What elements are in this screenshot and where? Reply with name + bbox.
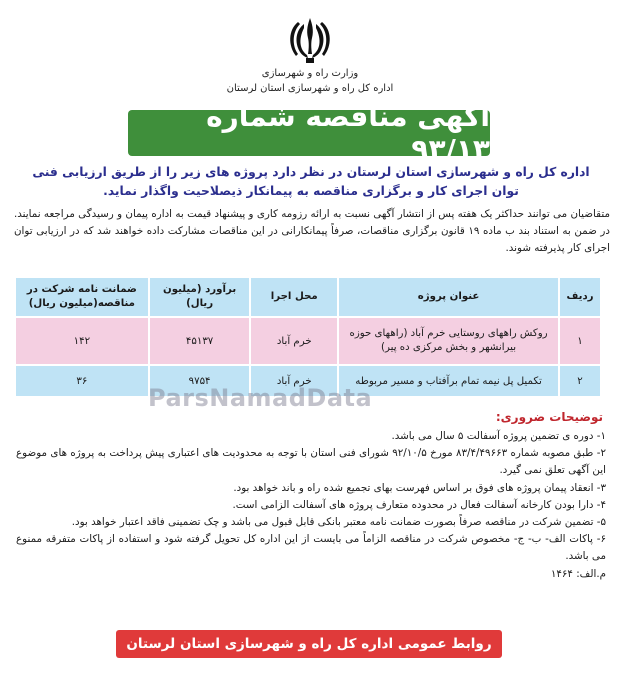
ministry-header	[180, 66, 440, 96]
cell-location: خرم آباد	[251, 366, 337, 396]
note-item: ۱- دوره ی تضمین پروژه آسفالت ۵ سال می باشد.	[391, 430, 606, 442]
tender-headline: اداره کل راه و شهرسازی استان لرستان در نظر دارد پروژه های زیر را از طریق ارزیابی فنی توان اجرای کار و برگزاری مناقصه به پیمانکار ذیصلاحیت واگذار نماید.	[32, 165, 590, 198]
publication-code: م.الف: ۱۴۶۴	[550, 567, 606, 580]
note-item: ۵- تضمین شرکت در مناقصه صرفاً بصورت ضمانت نامه معتبر بانکی قابل قبول می باشد و چک تضمینی فاقد اعتبار خواهد بود.	[71, 516, 606, 529]
notes-list	[16, 428, 606, 583]
footer-banner	[116, 630, 502, 658]
cell-project-title: تکمیل پل نیمه تمام برآفتاب و مسیر مربوطه	[339, 366, 558, 396]
notes-title: توضیحات ضروری:	[495, 410, 603, 424]
note-item: ۳- انعقاد پیمان پروژه های فوق بر اساس فهرست بهای تجمیع شده راه و باند خواهد بود.	[233, 481, 606, 494]
table-row	[16, 318, 600, 364]
cell-guarantee: ۳۶	[16, 366, 148, 396]
cell-guarantee: ۱۴۲	[16, 318, 148, 364]
note-item: ۶- پاکات الف- ب- ج- مخصوص شرکت در مناقصه الزاماً می بایست از این اداره کل تحویل گرفته شود و استفاده از پاکات متفرقه ممنوع می باشد.	[16, 533, 606, 563]
ministry-name: وزارت راه و شهرسازی	[261, 68, 359, 79]
cell-row-number: ۱	[560, 318, 600, 364]
table-header-row	[16, 278, 600, 316]
cell-location: خرم آباد	[251, 318, 337, 364]
cell-row-number: ۲	[560, 366, 600, 396]
intro-paragraph: متقاضیان می توانند حداکثر یک هفته پس از انتشار آگهی نسبت به ارائه رزومه کاری و پیشنهاد قیمت به اداره پیمان و رسیدگی مراجعه نمایند. در ضمن به استناد بند ب ماده ۱۹ قانون برگزاری مناقصات، صرفاً پیمانکارانی در این مناقصات مشارکت داده خواهند شد که در ارزیابی توان اجرای کار پذیرفته شوند.	[14, 208, 610, 254]
header-row-number: ردیف	[560, 278, 600, 316]
header-estimate: برآورد (میلیون ریال)	[150, 278, 250, 316]
watermark-text: ParsNamadData	[148, 384, 373, 412]
footer-text: روابط عمومی اداره کل راه و شهرسازی استان لرستان	[126, 636, 492, 652]
cell-estimate: ۴۵۱۳۷	[150, 318, 250, 364]
header-project-title: عنوان پروژه	[339, 278, 558, 316]
department-name: اداره کل راه و شهرسازی استان لرستان	[226, 83, 394, 94]
cell-estimate: ۹۷۵۴	[150, 366, 250, 396]
iran-emblem-icon	[282, 14, 338, 66]
header-location: محل اجرا	[251, 278, 337, 316]
tender-title-banner	[128, 100, 490, 166]
cell-project-title: روکش راههای روستایی خرم آباد (راههای حوزه بیرانشهر و بخش مرکزی ده پیر)	[339, 318, 558, 364]
tender-title: آگهی مناقصه شماره ۹۳/۱۳	[206, 100, 490, 166]
note-item: ۲- طبق مصوبه شماره ۸۳/۴/۴۹۶۶۳ مورخ ۹۲/۱۰/۵ شورای فنی استان با توجه به محدودیت های اعتباری پیش پرداخت به پروژه های موضوع این آگهی تعلق نمی گیرد.	[16, 447, 606, 477]
projects-table	[14, 276, 602, 398]
header-guarantee: ضمانت نامه شرکت در مناقصه(میلیون ریال)	[16, 278, 148, 316]
note-item: ۴- دارا بودن کارخانه آسفالت فعال در محدوده متعارف پروژه های آسفالت الزامی است.	[232, 498, 606, 511]
